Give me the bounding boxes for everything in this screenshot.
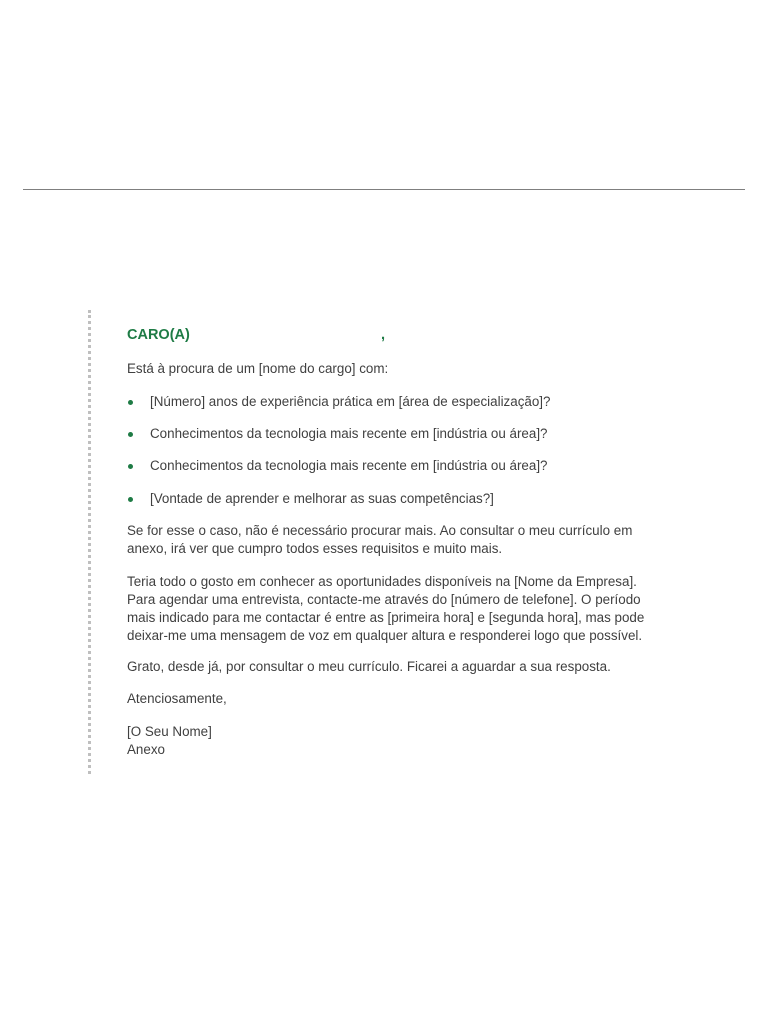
salutation-text: CARO(A) bbox=[127, 327, 190, 343]
list-item[interactable] bbox=[127, 490, 687, 508]
bullet-icon bbox=[128, 497, 133, 502]
body-paragraph-1[interactable] bbox=[127, 522, 687, 558]
list-item[interactable] bbox=[127, 425, 687, 443]
paragraph-line: anexo, irá ver que cumpro todos esses requisitos e muito mais. bbox=[127, 541, 503, 556]
signature-name[interactable]: [O Seu Nome] bbox=[127, 724, 212, 739]
closing[interactable]: Atenciosamente, bbox=[127, 691, 227, 706]
bullet-icon bbox=[128, 464, 133, 469]
enclosure[interactable]: Anexo bbox=[127, 742, 165, 757]
list-item-text: Conhecimentos da tecnologia mais recente em [indústria ou área]? bbox=[150, 458, 548, 473]
letter-block bbox=[88, 310, 688, 774]
body-paragraph-2[interactable] bbox=[127, 573, 687, 645]
paragraph-line: deixar-me uma mensagem de voz em qualquer altura e responderei logo que possível. bbox=[127, 628, 643, 643]
paragraph-line: Para agendar uma entrevista, contacte-me através do [número de telefone]. O período bbox=[127, 592, 641, 607]
bullet-icon bbox=[128, 400, 133, 405]
list-item[interactable] bbox=[127, 393, 687, 411]
salutation-comma: , bbox=[381, 327, 386, 343]
header-divider bbox=[23, 189, 745, 190]
paragraph-line: mais indicado para me contactar é entre as [primeira hora] e [segunda hora], mas pode bbox=[127, 610, 645, 625]
list-item-text: [Número] anos de experiência prática em [área de especialização]? bbox=[150, 394, 551, 409]
bullet-icon bbox=[128, 432, 133, 437]
list-item-text: Conhecimentos da tecnologia mais recente em [indústria ou área]? bbox=[150, 426, 548, 441]
intro-paragraph[interactable]: Está à procura de um [nome do cargo] com: bbox=[127, 361, 389, 376]
body-paragraph-3[interactable]: Grato, desde já, por consultar o meu currículo. Ficarei a aguardar a sua resposta. bbox=[127, 659, 611, 674]
salutation[interactable] bbox=[127, 326, 427, 346]
list-item[interactable] bbox=[127, 457, 687, 475]
paragraph-line: Teria todo o gosto em conhecer as oportunidades disponíveis na [Nome da Empresa]. bbox=[127, 574, 637, 589]
paragraph-line: Se for esse o caso, não é necessário procurar mais. Ao consultar o meu currículo em bbox=[127, 523, 633, 538]
list-item-text: [Vontade de aprender e melhorar as suas competências?] bbox=[150, 491, 494, 506]
